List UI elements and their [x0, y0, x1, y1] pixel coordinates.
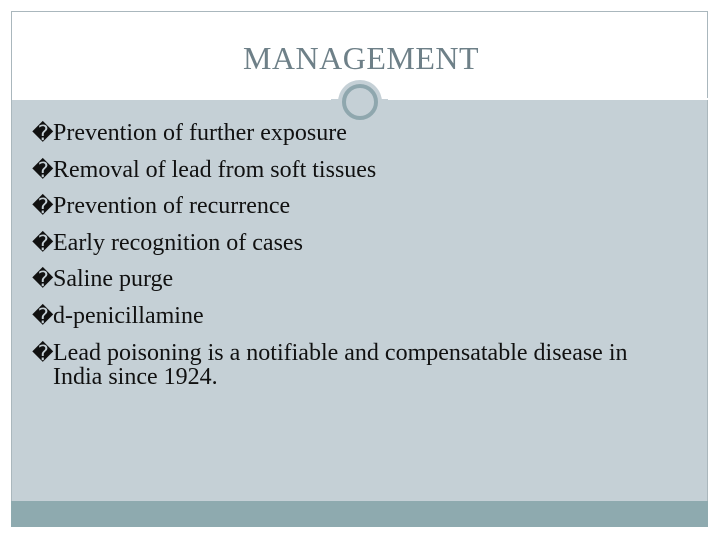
- bullet-icon: �: [32, 194, 54, 219]
- bullet-item: [32, 231, 682, 255]
- bullet-icon: �: [32, 340, 54, 365]
- bullet-icon: �: [32, 121, 54, 145]
- title-divider-right: [388, 98, 708, 100]
- bottom-accent-bar: [11, 501, 708, 527]
- bullet-text: Lead poisoning is a notifiable and compensatable disease in India since 1924.: [53, 339, 628, 390]
- bullet-list: [32, 121, 682, 401]
- bullet-item: [32, 341, 682, 389]
- bullet-item: [32, 158, 682, 182]
- slide-title: MANAGEMENT: [242, 40, 480, 76]
- circle-ring-icon: [342, 84, 378, 120]
- bullet-text: Removal of lead from soft tissues: [53, 156, 377, 183]
- bullet-icon: �: [32, 303, 54, 328]
- bullet-item: [32, 121, 682, 145]
- title-divider-left: [12, 98, 331, 100]
- bullet-text: Saline purge: [53, 266, 174, 293]
- bullet-icon: �: [32, 230, 54, 255]
- bullet-text: d-penicillamine: [53, 302, 204, 329]
- bullet-text: Early recognition of cases: [53, 229, 303, 256]
- bullet-icon: �: [32, 157, 54, 182]
- bullet-text: Prevention of recurrence: [53, 193, 291, 220]
- bullet-item: [32, 194, 682, 218]
- bullet-item: [32, 304, 682, 328]
- bullet-text: Prevention of further exposure: [53, 120, 347, 146]
- bullet-item: [32, 267, 682, 291]
- bullet-icon: �: [32, 267, 54, 292]
